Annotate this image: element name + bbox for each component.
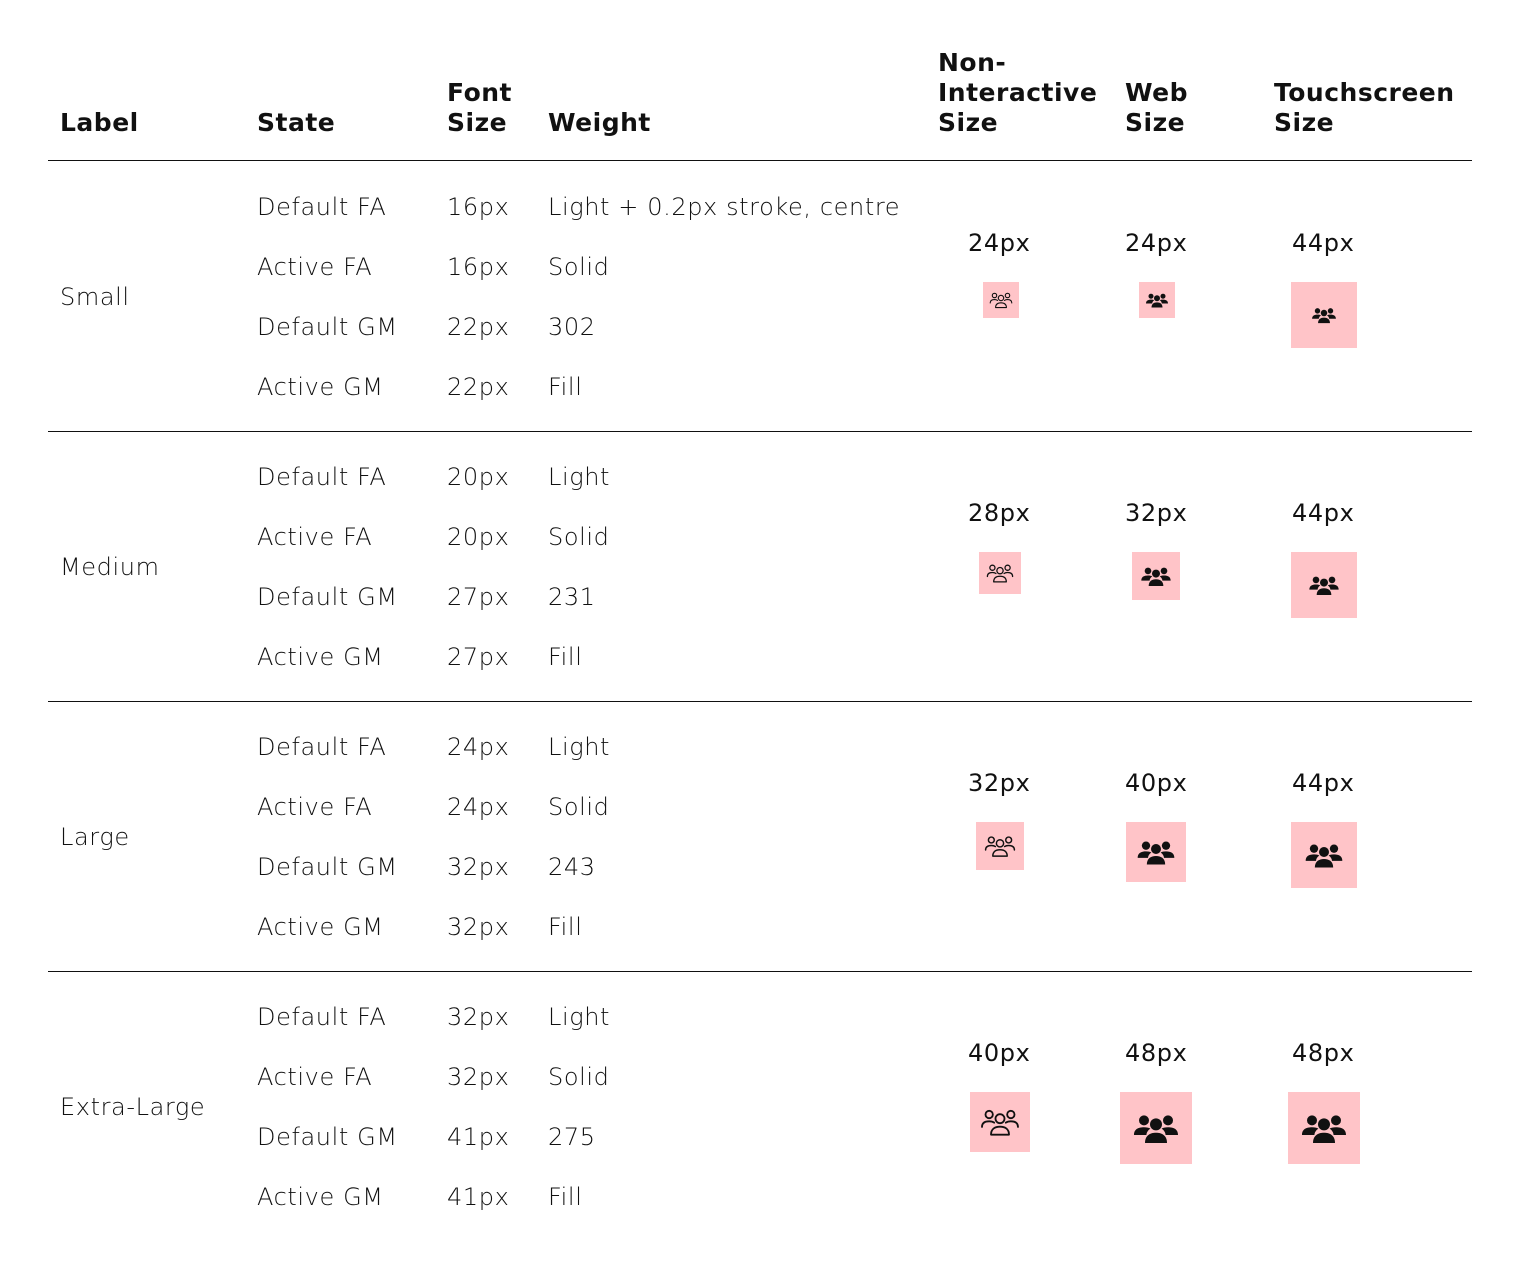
users-solid-icon xyxy=(1311,302,1337,328)
web-target xyxy=(1139,282,1175,318)
non-interactive-target xyxy=(983,282,1019,318)
row-font-size: 16px xyxy=(447,253,510,281)
row-weight: Light + 0.2px stroke, centre xyxy=(548,193,901,221)
size-group-medium xyxy=(0,432,1520,702)
group-label: Small xyxy=(60,283,130,311)
web-size-value: 48px xyxy=(1125,1039,1188,1067)
row-state: Default GM xyxy=(257,583,398,611)
row-state: Active GM xyxy=(257,913,384,941)
row-font-size: 32px xyxy=(447,913,510,941)
group-label: Large xyxy=(60,823,130,851)
row-font-size: 16px xyxy=(447,193,510,221)
row-weight: 243 xyxy=(548,853,596,881)
row-weight: 302 xyxy=(548,313,596,341)
touchscreen-target xyxy=(1291,282,1357,348)
touchscreen-size-value: 48px xyxy=(1292,1039,1355,1067)
row-font-size: 22px xyxy=(447,373,510,401)
users-solid-icon xyxy=(1304,835,1344,875)
row-font-size: 27px xyxy=(447,583,510,611)
group-label: Extra-Large xyxy=(60,1093,206,1121)
row-weight: Solid xyxy=(548,1063,610,1091)
row-font-size: 20px xyxy=(447,463,510,491)
users-solid-icon xyxy=(1140,560,1172,592)
size-group-small xyxy=(0,162,1520,432)
row-state: Default FA xyxy=(257,1003,387,1031)
users-solid-icon xyxy=(1300,1104,1348,1152)
row-state: Active FA xyxy=(257,523,373,551)
header-weight: Weight xyxy=(548,108,651,137)
row-state: Active GM xyxy=(257,1183,384,1211)
touchscreen-target xyxy=(1291,552,1357,618)
row-state: Default GM xyxy=(257,313,398,341)
non-interactive-target xyxy=(970,1092,1030,1152)
row-font-size: 22px xyxy=(447,313,510,341)
row-state: Active FA xyxy=(257,1063,373,1091)
row-state: Default FA xyxy=(257,193,387,221)
row-state: Active FA xyxy=(257,793,373,821)
non-interactive-target xyxy=(979,552,1021,594)
row-font-size: 24px xyxy=(447,793,510,821)
non-interactive-size-value: 24px xyxy=(968,229,1031,257)
web-target xyxy=(1120,1092,1192,1164)
users-outline-icon xyxy=(986,559,1014,587)
row-state: Active GM xyxy=(257,373,384,401)
web-target xyxy=(1132,552,1180,600)
header-font-size: Font Size xyxy=(447,78,512,137)
row-state: Active GM xyxy=(257,643,384,671)
row-weight: Fill xyxy=(548,1183,583,1211)
web-size-value: 32px xyxy=(1125,499,1188,527)
row-weight: Fill xyxy=(548,913,583,941)
row-state: Default FA xyxy=(257,733,387,761)
non-interactive-target xyxy=(976,822,1024,870)
header-divider xyxy=(48,160,1472,161)
non-interactive-size-value: 40px xyxy=(968,1039,1031,1067)
row-weight: Light xyxy=(548,733,611,761)
row-weight: Fill xyxy=(548,643,583,671)
users-solid-icon xyxy=(1308,569,1340,601)
row-state: Default GM xyxy=(257,853,398,881)
row-font-size: 32px xyxy=(447,1003,510,1031)
group-label: Medium xyxy=(60,553,160,581)
row-font-size: 41px xyxy=(447,1183,510,1211)
row-weight: 231 xyxy=(548,583,596,611)
row-font-size: 32px xyxy=(447,1063,510,1091)
row-weight: Solid xyxy=(548,523,610,551)
size-group-extra-large xyxy=(0,972,1520,1252)
size-group-large xyxy=(0,702,1520,972)
row-weight: Fill xyxy=(548,373,583,401)
touchscreen-target xyxy=(1288,1092,1360,1164)
row-weight: Light xyxy=(548,1003,611,1031)
web-target xyxy=(1126,822,1186,882)
row-weight: Solid xyxy=(548,793,610,821)
header-web-size: Web Size xyxy=(1125,78,1189,137)
web-size-value: 24px xyxy=(1125,229,1188,257)
header-touchscreen-size: Touchscreen Size xyxy=(1274,78,1455,137)
users-solid-icon xyxy=(1132,1104,1180,1152)
non-interactive-size-value: 32px xyxy=(968,769,1031,797)
row-state: Active FA xyxy=(257,253,373,281)
row-font-size: 20px xyxy=(447,523,510,551)
users-solid-icon xyxy=(1145,288,1169,312)
users-solid-icon xyxy=(1136,832,1176,872)
row-state: Default GM xyxy=(257,1123,398,1151)
header-non-interactive-size: Non- Interactive Size xyxy=(938,48,1098,137)
header-state: State xyxy=(257,108,336,137)
users-outline-icon xyxy=(989,288,1013,312)
row-state: Default FA xyxy=(257,463,387,491)
web-size-value: 40px xyxy=(1125,769,1188,797)
row-font-size: 24px xyxy=(447,733,510,761)
row-weight: 275 xyxy=(548,1123,596,1151)
touchscreen-size-value: 44px xyxy=(1292,229,1355,257)
users-outline-icon xyxy=(980,1102,1020,1142)
row-font-size: 27px xyxy=(447,643,510,671)
row-weight: Light xyxy=(548,463,611,491)
row-font-size: 41px xyxy=(447,1123,510,1151)
touchscreen-target xyxy=(1291,822,1357,888)
non-interactive-size-value: 28px xyxy=(968,499,1031,527)
users-outline-icon xyxy=(984,830,1016,862)
row-font-size: 32px xyxy=(447,853,510,881)
row-weight: Solid xyxy=(548,253,610,281)
touchscreen-size-value: 44px xyxy=(1292,499,1355,527)
header-label: Label xyxy=(60,108,139,137)
touchscreen-size-value: 44px xyxy=(1292,769,1355,797)
